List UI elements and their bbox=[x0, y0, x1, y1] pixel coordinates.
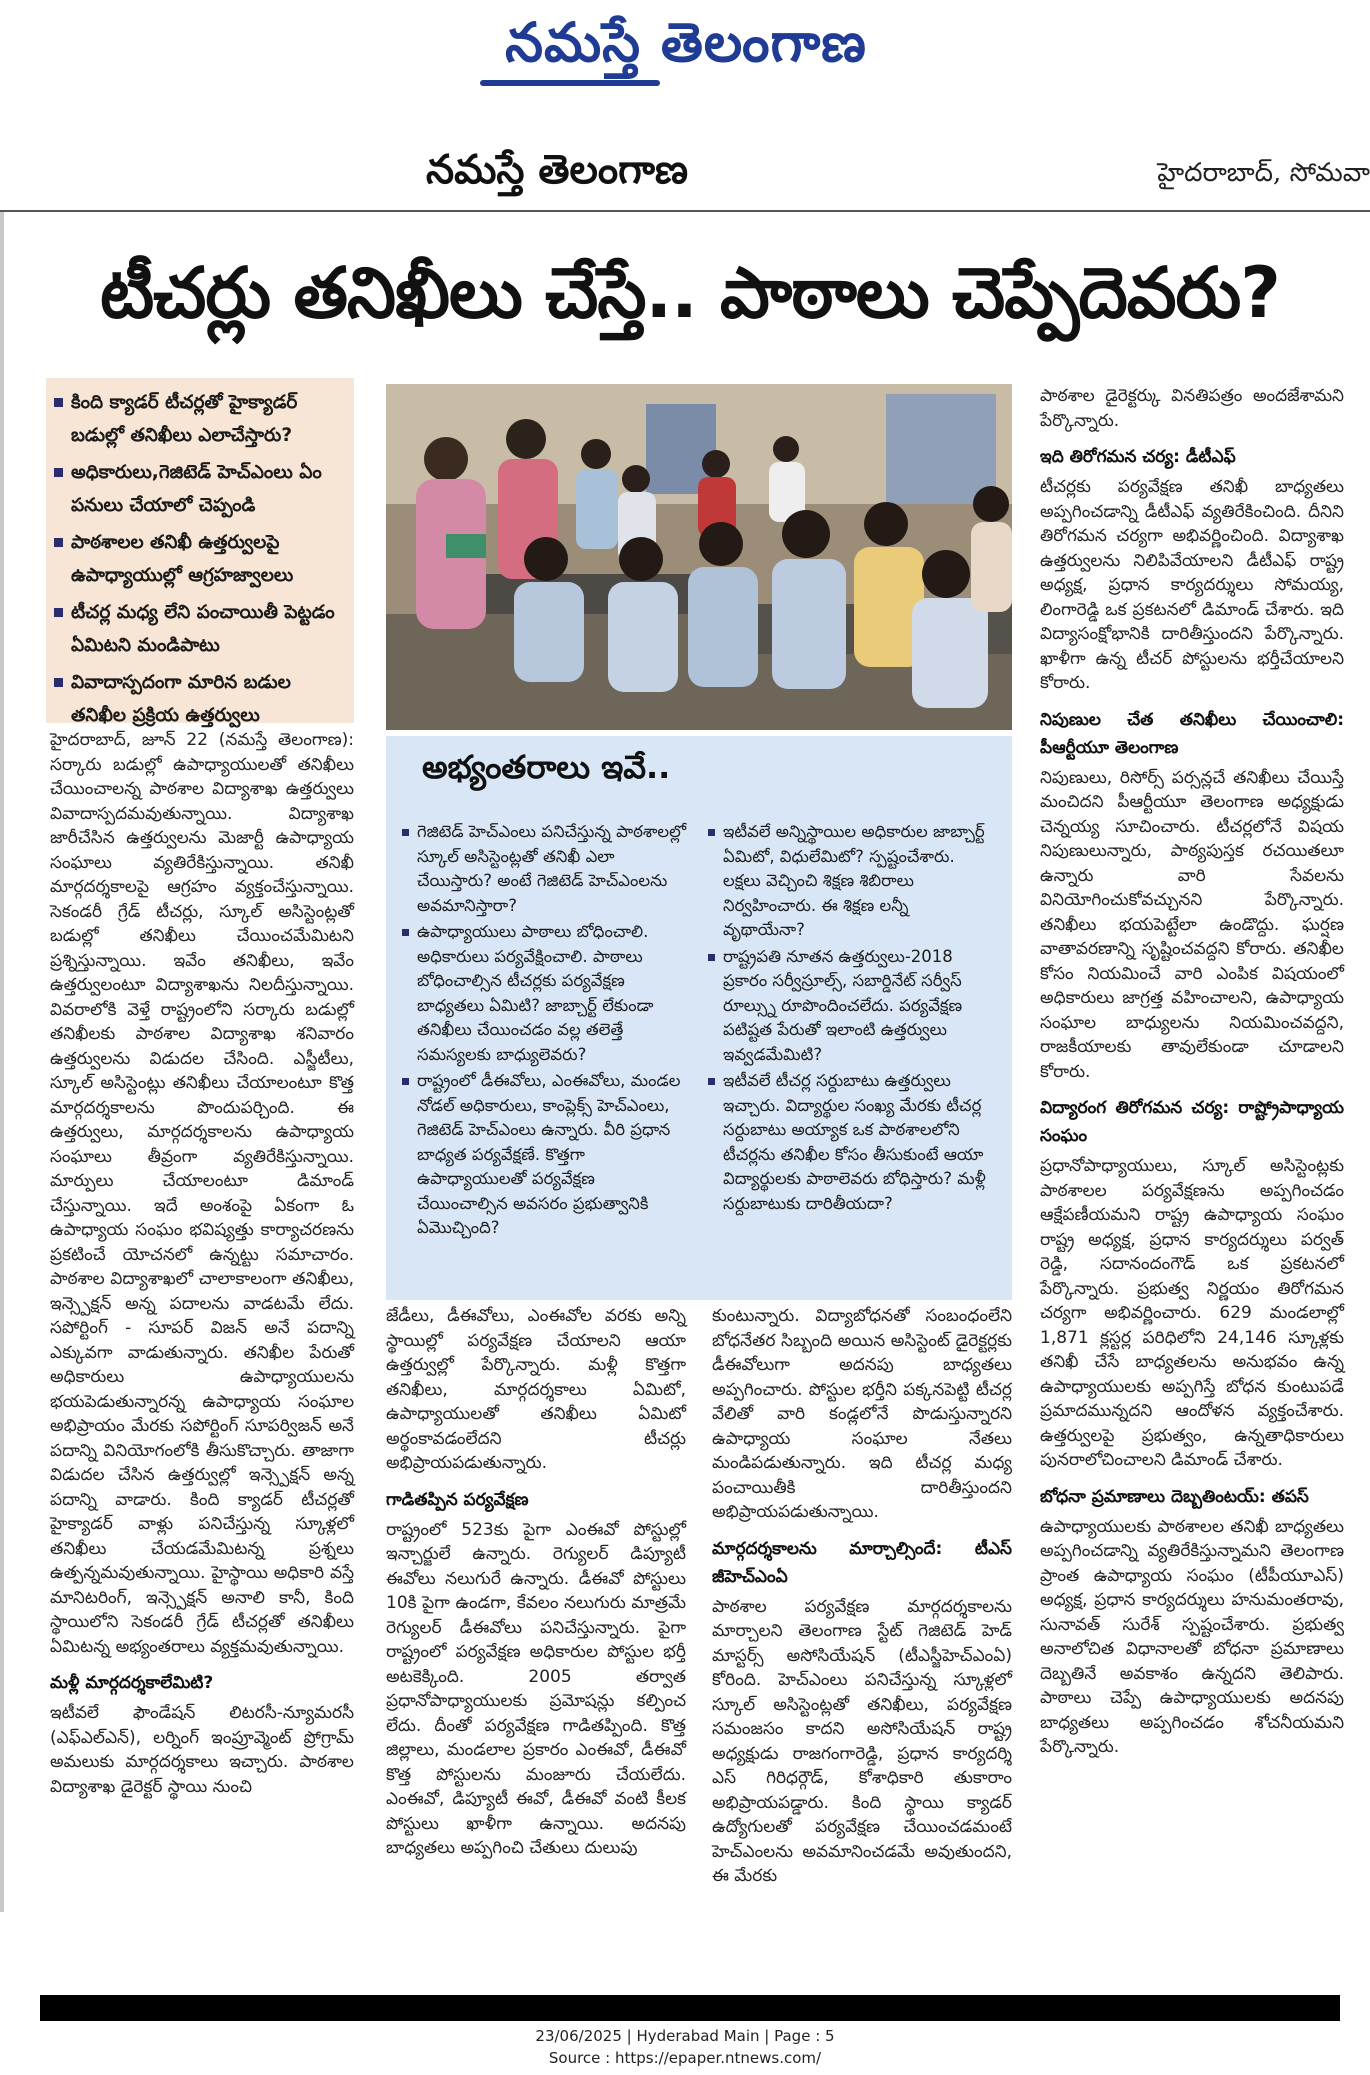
sidebox-item-text: గెజిటెడ్ హెచ్ఎంలు పనిచేస్తున్న పాఠశాలల్లో స్కూల్ అసిస్టెంట్లతో తనిఖీ ఎలా చేయిస్తారు? అంటే గెజిటెడ్ హెచ్ఎంలను అవమానిస్తారా? bbox=[417, 822, 687, 915]
footer-edition-line: 23/06/2025 | Hyderabad Main | Page : 5 bbox=[535, 2027, 835, 2045]
column-4-subheading-1: ఇది తిరోగమన చర్య: డీటీఎఫ్ bbox=[1040, 447, 1236, 467]
highlight-item bbox=[54, 596, 346, 662]
bullet-square-icon bbox=[54, 468, 63, 477]
page-header-name: నమస్తే తెలంగాణ bbox=[426, 146, 689, 193]
logo-underline bbox=[480, 80, 660, 86]
column-1-subheading: మళ్లీ మార్గదర్శకాలేమిటి? bbox=[50, 1673, 214, 1693]
newspaper-logo: నమస్తే తెలంగాణ bbox=[505, 10, 867, 74]
article-column-1 bbox=[50, 728, 354, 1799]
column-3-subheading: మార్గదర్శకాలను మార్చాల్సిందే: టీఎస్ జీహెచ్ఎంఏ bbox=[712, 1538, 1012, 1587]
bullet-dot-icon bbox=[708, 829, 715, 836]
sidebox-item bbox=[708, 1069, 994, 1216]
bullet-square-icon bbox=[54, 608, 63, 617]
sidebox-item-text: ఉపాధ్యాయులు పాఠాలు బోధించాలి. అధికారులు పర్యవేక్షించాలి. పాఠాలు బోధించాల్సిన టీచర్లకు పర్యవేక్షణ బాధ్యతలు ఏమిటి? జాబ్చార్ట్ లేకుండా తనిఖీలు చేయించడం వల్ల తలెత్తే సమస్యలకు బాధ్యులెవరు? bbox=[417, 922, 654, 1064]
classroom-photo-illustration bbox=[386, 384, 1012, 730]
column-4-subheading-3: విద్యారంగ తిరోగమన చర్య: రాష్ట్రోపాధ్యాయ సంఘం bbox=[1040, 1098, 1344, 1146]
bullet-square-icon bbox=[54, 538, 63, 547]
footer-source-line: Source : https://epaper.ntnews.com/ bbox=[548, 2049, 822, 2067]
masthead bbox=[0, 0, 1370, 100]
bullet-dot-icon bbox=[708, 954, 715, 961]
bullet-square-icon bbox=[54, 678, 63, 687]
next-article-strip bbox=[40, 1995, 1340, 2021]
highlight-item bbox=[54, 526, 346, 592]
bullet-square-icon bbox=[54, 398, 63, 407]
sidebox-item bbox=[708, 820, 994, 943]
sidebox-right-column bbox=[708, 820, 994, 1218]
objections-sidebox bbox=[386, 736, 1012, 1300]
column-4-body-1: టీచర్లకు పర్యవేక్షణ తనిఖీ బాధ్యతలు అప్పగించడాన్ని డీటీఎఫ్ వ్యతిరేకించింది. దీనిని తిరోగమన చర్యగా అభివర్ణించింది. విద్యాశాఖ ఉత్తర్వులను నిలిపివేయాలని డీటీఎఫ్ రాష్ట్ర అధ్యక్ష, ప్రధాన కార్యదర్శులు సోమయ్య, లింగారెడ్డి ఒక ప్రకటనలో డిమాండ్ చేశారు. ఇది విద్యాసంక్షోభానికి దారితీస్తుందని పేర్కొన్నారు. ఖాళీగా ఉన్న టీచర్ పోస్టులను భర్తీచేయాలని కోరారు. bbox=[1040, 477, 1344, 693]
bullet-dot-icon bbox=[402, 1078, 409, 1085]
article-column-2 bbox=[386, 1304, 686, 1861]
bullet-dot-icon bbox=[402, 929, 409, 936]
sidebox-item-text: రాష్ట్రపతి నూతన ఉత్తర్వులు-2018 ప్రకారం సర్వీస్రూల్స్, సబార్డినేట్ సర్వీస్ రూల్స్ను రూపొందించలేదు. పర్యవేక్షణ పటిష్టత పేరుతో ఇలాంటి ఉత్తర్వులు ఇవ్వడమేమిటి? bbox=[723, 946, 963, 1064]
column-3-body-2: పాఠశాల పర్యవేక్షణ మార్గదర్శకాలను మార్చాలని తెలంగాణ స్టేట్ గెజిటెడ్ హెడ్ మాస్టర్స్ అసోసియేషన్ (టీఎస్జీహెచ్ఎంఏ) కోరింది. హెచ్ఎంలు పనిచేస్తున్న స్కూళ్లలో స్కూల్ అసిస్టెంట్లతో తనిఖీలు, పర్యవేక్షణ సమంజసం కాదని అసోసియేషన్ రాష్ట్ర అధ్యక్షుడు రాజగంగారెడ్డి, ప్రధాన కార్యదర్శి ఎస్ గిరిధర్గౌడ్, కోశాధికారి తుకారాం అభిప్రాయపడ్డారు. కింది స్థాయి క్యాడర్ ఉద్యోగులతో పర్యవేక్షణ చేయించడమంటే హెచ్ఎంలను అవమానించడమే అవుతుందని, ఈ మేరకు bbox=[712, 1596, 1012, 1886]
sidebox-item bbox=[402, 1069, 688, 1241]
column-4-body-4: ఉపాధ్యాయులకు పాఠశాలల తనిఖీ బాధ్యతలు అప్పగించడాన్ని వ్యతిరేకిస్తున్నామని తెలంగాణ ప్రాంత ఉపాధ్యాయ సంఘం (టీపీయూఎస్) అధ్యక్ష, ప్రధాన కార్యదర్శులు హనుమంతరావు, సునావత్ సురేశ్ స్పష్టంచేశారు. ప్రభుత్వ అనాలోచిత విధానాలతో బోధనా ప్రమాణాలు దెబ్బతినే అవకాశం ఉన్నదని తెలిపారు. పాఠాలు చెప్పే ఉపాధ్యాయులకు అదనపు బాధ్యతలు అప్పగించడం శోచనీయమని పేర్కొన్నారు. bbox=[1040, 1516, 1344, 1757]
sidebox-item-text: ఇటీవలే అన్నిస్థాయిల అధికారుల జాబ్చార్ట్ ఏమిటో, విధులేమిటో? స్పష్టంచేశారు. లక్షలు వెచ్చించి శిక్షణ శిబిరాలు నిర్వహించారు. ఈ శిక్షణ లన్నీ వృథాయేనా? bbox=[723, 822, 985, 939]
highlight-text: కింది క్యాడర్ టీచర్లతో హైక్యాడర్ బడుల్లో తనిఖీలు ఎలాచేస్తారు? bbox=[71, 392, 298, 446]
column-1-body-2: ఇటీవలే ఫౌండేషన్ లిటరసీ-న్యూమరసీ (ఎఫ్ఎల్ఎన్), లర్నింగ్ ఇంప్రూవ్మెంట్ ప్రోగ్రామ్ అమలుకు మార్గదర్శకాలు ఇచ్చారు. పాఠశాల విద్యాశాఖ డైరెక్టర్ స్థాయి నుంచి bbox=[50, 1703, 354, 1797]
column-4-subheading-4: బోధనా ప్రమాణాలు దెబ్బతింటయ్: తపస్ bbox=[1040, 1486, 1309, 1507]
page-header-dateline: హైదరాబాద్, సోమవా bbox=[1157, 158, 1370, 188]
sidebox-item bbox=[402, 920, 688, 1067]
highlight-text: టీచర్ల మధ్య లేని పంచాయితీ పెట్టడం ఏమిటని మండిపాటు bbox=[71, 602, 335, 656]
sidebox-title: అభ్యంతరాలు ఇవే.. bbox=[422, 748, 671, 786]
column-4-subheading-2: నిపుణుల చేత తనిఖీలు చేయించాలి: పీఆర్టీయూ తెలంగాణ bbox=[1040, 709, 1344, 758]
page-footer bbox=[0, 1995, 1370, 2075]
article-column-3 bbox=[712, 1304, 1012, 1889]
highlight-item bbox=[54, 456, 346, 522]
classroom-photo bbox=[386, 384, 1012, 730]
bullet-dot-icon bbox=[708, 1078, 715, 1085]
article-column-4 bbox=[1040, 384, 1344, 1760]
column-1-body: హైదరాబాద్, జూన్ 22 (నమస్తే తెలంగాణ): సర్కారు బడుల్లో ఉపాధ్యాయులతో తనిఖీలు చేయించాలన్న పాఠశాల విద్యాశాఖ ఉత్తర్వులు వివాదాస్పదమవుతున్నాయి. విద్యాశాఖ జారీచేసిన ఉత్తర్వులను మెజార్టీ ఉపాధ్యాయ సంఘాలు వ్యతిరేకిస్తున్నాయి. తనిఖీ మార్గదర్శకాలపై ఆగ్రహం వ్యక్తంచేస్తున్నాయి. సెకండరీ గ్రేడ్ టీచర్లు, స్కూల్ అసిస్టెంట్లతో బడుల్లో తనిఖీలు చేయించమేమిటని ప్రశ్నిస్తున్నాయి. ఇవేం తనిఖీలు, ఇవేం ఉత్తర్వులంటూ విద్యాశాఖను నిలదీస్తున్నాయి. వివరాలోకి వెళ్తే రాష్ట్రంలోని సర్కారు బడుల్లో తనిఖీలకు పాఠశాల విద్యాశాఖ శనివారం ఉత్తర్వులను విడుదల చేసింది. ఎస్జీటీలు, స్కూల్ అసిస్టెంట్లు తనిఖీలు చేయాలంటూ కొత్త మార్గదర్శకాలను పొందుపర్చింది. ఈ ఉత్తర్వులు, మార్గదర్శకాలను ఉపాధ్యాయ సంఘాలు తీవ్రంగా వ్యతిరేకిస్తున్నాయి. మార్పులు చేయాలంటూ డిమాండ్ చేస్తున్నాయి. ఇదే అంశంపై ఏకంగా ఓ ఉపాధ్యాయ సంఘం భవిష్యత్తు కార్యాచరణను ప్రకటించే యోచనలో ఉన్నట్టు సమాచారం. పాఠశాల విద్యాశాఖలో చాలాకాలంగా తనిఖీలు, ఇన్స్పెక్షన్ అన్న పదాలను వాడటమే లేదు. సపోర్టింగ్ - సూపర్ విజన్ అనే పదాన్ని ఎక్కువగా వాడుతున్నారు. తనిఖీల పేరుతో అధికారులు ఉపాధ్యాయులను భయపెడుతున్నారన్న ఉపాధ్యాయ సంఘాల అభిప్రాయం మేరకు సపోర్టింగ్ సూపర్విజన్ అనే పదాన్ని వినియోగంలోకి తీసుకొచ్చారు. తాజాగా విడుదల చేసిన ఉత్తర్వుల్లో ఇన్స్పెక్షన్ అన్న పదాన్ని వాడారు. కింది క్యాడర్ టీచర్లతో హైక్యాడర్ వాళ్లు పనిచేస్తున్న స్కూళ్లలో తనిఖీలు చేయడమేమిటన్న ప్రశ్నలు ఉత్పన్నమవుతున్నాయి. హైస్థాయి అధికారి వస్తే మానిటరింగ్, ఇన్స్పెక్షన్ అనాలి కానీ, కింది స్థాయిలోని సెకండరీ గ్రేడ్ టీచర్లతో తనిఖీలు ఏమిటన్న అభ్యంతరాలు వ్యక్తమవుతున్నాయి. bbox=[50, 730, 354, 1657]
column-4-body-2: నిపుణులు, రిసోర్స్ పర్సన్లచే తనిఖీలు చేయిస్తే మంచిదని పీఆర్టీయూ తెలంగాణ అధ్యక్షుడు చెన్నయ్య సూచించారు. టీచర్లలోనే విషయ నిపుణులున్నారు, పాఠ్యపుస్తక రచయితలూ ఉన్నారు వారి సేవలను వినియోగించుకోవచ్చునని పేర్కొన్నారు. తనిఖీలు భయపెట్టేలా ఉండొద్దు. ఘర్షణ వాతావరణాన్ని సృష్టించవద్దని కోరారు. తనిఖీల కోసం నియమించే వారి ఎంపిక విషయంలో అధికారులు జాగ్రత్త వహించాలని, ఉపాధ్యాయ సంఘాల బాధ్యులను నియమించవద్దని, రాజకీయాలకు తావులేకుండా చూడాలని కోరారు. bbox=[1040, 767, 1344, 1082]
page-header bbox=[0, 140, 1370, 212]
sidebox-item-text: రాష్ట్రంలో డీఈవోలు, ఎంఈవోలు, మండల నోడల్ అధికారులు, కాంప్లెక్స్ హెచ్ఎంలు, గెజిటెడ్ హెచ్ఎంలు ఉన్నారు. వీరి ప్రధాన బాధ్యత పర్యవేక్షణే. కొత్తగా ఉపాధ్యాయులతో పర్యవేక్షణ చేయించాల్సిన అవసరం ప్రభుత్వానికి ఏమొచ్చింది? bbox=[417, 1071, 681, 1237]
highlight-text: పాఠశాలల తనిఖీ ఉత్తర్వులపై ఉపాధ్యాయుల్లో ఆగ్రహజ్వాలలు bbox=[71, 532, 294, 586]
sidebox-left-column bbox=[402, 820, 688, 1243]
article-headline: టీచర్లు తనిఖీలు చేస్తే.. పాఠాలు చెప్పేదెవరు? bbox=[100, 252, 1280, 334]
column-2-body: జేడీలు, డీఈవోలు, ఎంఈవోల వరకు అన్ని స్థాయిల్లో పర్యవేక్షణ చేయాలని ఆయా ఉత్తర్వుల్లో పేర్కొన్నారు. మళ్లీ కొత్తగా తనిఖీలు, మార్గదర్శకాలు ఏమిటో, ఉపాధ్యాయులతో తనిఖీలు ఏమిటో అర్థంకావడంలేదని టీచర్లు అభిప్రాయపడుతున్నారు. bbox=[386, 1306, 686, 1473]
column-2-subheading: గాడితప్పిన పర్యవేక్షణ bbox=[386, 1489, 529, 1510]
sidebox-item-text: ఇటీవలే టీచర్ల సర్దుబాటు ఉత్తర్వులు ఇచ్చారు. విద్యార్థుల సంఖ్య మేరకు టీచర్ల సర్దుబాటు అయ్యాక ఒక పాఠశాలలోని టీచర్లను తనిఖీల కోసం తీసుకుంటే ఆయా విద్యార్థులకు పాఠాలెవరు బోధిస్తారు? మళ్లీ సర్దుబాటుకు దారితీయదా? bbox=[723, 1071, 986, 1213]
sidebox-item bbox=[708, 945, 994, 1068]
sidebox-item bbox=[402, 820, 688, 918]
column-4-body: పాఠశాల డైరెక్టర్కు వినతిపత్రం అందజేశామని పేర్కొన్నారు. bbox=[1040, 386, 1344, 431]
bullet-dot-icon bbox=[402, 829, 409, 836]
left-margin-rule bbox=[0, 212, 4, 1912]
highlight-text: అధికారులు,గెజిటెడ్ హెచ్ఎంలు ఏం పనులు చేయాలో చెప్పండి bbox=[71, 462, 322, 516]
highlight-item bbox=[54, 666, 346, 732]
column-3-body: కుంటున్నారు. విద్యాబోధనతో సంబంధంలేని బోధనేతర సిబ్బంది అయిన అసిస్టెంట్ డైరెక్టర్లకు డీఈవోలుగా అదనపు బాధ్యతలు అప్పగించారు. పోస్టుల భర్తీని పక్కనపెట్టి టీచర్ల వేలితో వారి కండ్లలోనే పొడుస్తున్నారని ఉపాధ్యాయ సంఘాల నేతలు మండిపడుతున్నారు. ఇది టీచర్ల మధ్య పంచాయితీకి దారితీస్తుందని అభిప్రాయపడుతున్నాయి. bbox=[712, 1306, 1012, 1522]
highlight-item bbox=[54, 386, 346, 452]
column-2-body-2: రాష్ట్రంలో 523కు పైగా ఎంఈవో పోస్టుల్లో ఇన్చార్జులే ఉన్నారు. రెగ్యులర్ డిప్యూటీ ఈవోలు నలుగురే ఉన్నారు. డీఈవో పోస్టులు 10కి పైగా ఉండగా, కేవలం నలుగురు మాత్రమే రెగ్యులర్ డీఈవోలు పనిచేస్తున్నారు. పైగా రాష్ట్రంలో పర్యవేక్షణ అధికారుల పోస్టుల భర్తీ అటకెక్కింది. 2005 తర్వాత ప్రధానోపాధ్యాయులకు ప్రమోషన్లు కల్పించ లేదు. దీంతో పర్యవేక్షణ గాడితప్పింది. కొత్త జిల్లాలు, మండలాల ప్రకారం ఎంఈవో, డీఈవో కొత్త పోస్టులను మంజూరు చేయలేదు. ఎంఈవో, డిప్యూటీ ఈవో, డీఈవో వంటి కీలక పోస్టులు ఖాళీగా ఉన్నాయి. అదనపు బాధ్యతలు అప్పగించి చేతులు దులుపు bbox=[386, 1519, 686, 1858]
highlight-text: వివాదాస్పదంగా మారిన బడుల తనిఖీల ప్రక్రియ ఉత్తర్వులు bbox=[71, 672, 291, 726]
column-4-body-3: ప్రధానోపాధ్యాయులు, స్కూల్ అసిస్టెంట్లకు పాఠశాలల పర్యవేక్షణను అప్పగించడం ఆక్షేపణీయమని రాష్ట్ర ఉపాధ్యాయ సంఘం రాష్ట్ర అధ్యక్ష, ప్రధాన కార్యదర్శులు పర్వత్ రెడ్డి, సదానందంగౌడ్ ఒక ప్రకటనలో పేర్కొన్నారు. ప్రభుత్వ నిర్ణయం తిరోగమన చర్యగా అభివర్ణించారు. 629 మండలాల్లో 1,871 క్లస్టర్ల పరిధిలోని 24,146 స్కూళ్లకు తనిఖీ చేసే బాధ్యతలను అనుభవం ఉన్న ఉపాధ్యాయులకు అప్పగిస్తే బోధన కుంటుపడే ప్రమాదమున్నదని ఆందోళన వ్యక్తంచేశారు. ఉత్తర్వులపై ప్రభుత్వం, ఉన్నతాధికారులు పునరాలోచించాలని డిమాండ్ చేశారు. bbox=[1040, 1156, 1344, 1470]
highlights-box bbox=[46, 378, 354, 726]
